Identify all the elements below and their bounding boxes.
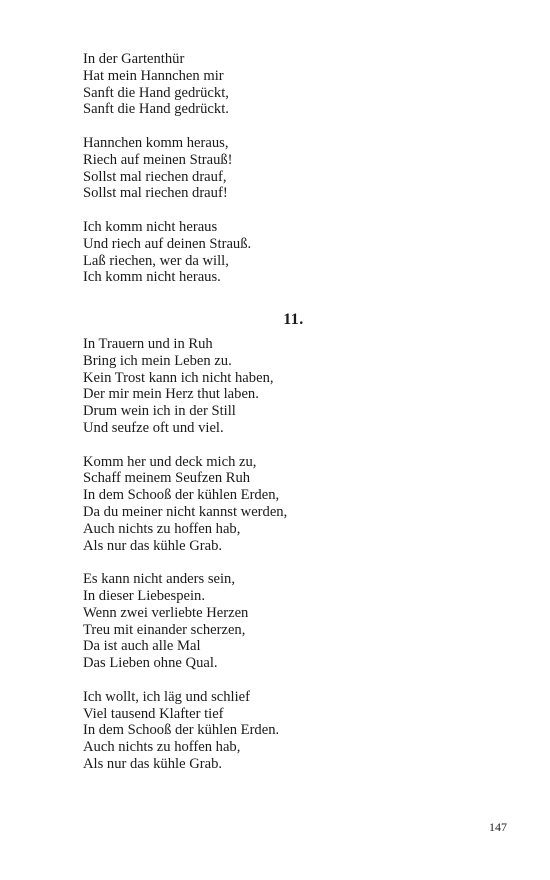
verse-line: Ich wollt, ich läg und schlief — [83, 688, 250, 705]
verse-line: Viel tausend Klafter tief — [83, 705, 224, 722]
verse-line: Da du meiner nicht kannst werden, — [83, 503, 288, 520]
stanza — [83, 135, 503, 202]
verse-line: Auch nichts zu hoffen hab, — [83, 520, 241, 537]
verse-line: Riech auf meinen Strauß! — [83, 151, 233, 168]
verse-line: Der mir mein Herz thut laben. — [83, 386, 259, 403]
verse-line: Hat mein Hannchen mir — [83, 67, 224, 84]
verse-line: Sollst mal riechen drauf, — [83, 168, 227, 185]
verse-line: In dem Schooß der kühlen Erden, — [83, 487, 280, 504]
stanza — [83, 689, 503, 773]
verse-line: Ich komm nicht heraus. — [83, 269, 221, 286]
stanza-gap — [83, 437, 503, 454]
verse-line: Laß riechen, wer da will, — [83, 252, 229, 269]
verse-line: Schaff meinem Seufzen Ruh — [83, 470, 251, 487]
verse-line: Das Lieben ohne Qual. — [83, 655, 218, 672]
stanza — [83, 454, 503, 555]
poem-11 — [83, 336, 503, 773]
verse-line: In der Gartenthür — [83, 51, 185, 67]
verse-line: Als nur das kühle Grab. — [83, 755, 223, 772]
verse-line: Ich komm nicht heraus — [83, 218, 218, 235]
verse-line: Drum wein ich in der Still — [83, 403, 236, 420]
section-number: 11. — [283, 311, 304, 328]
verse-line: Sanft die Hand gedrückt, — [83, 84, 229, 101]
stanza-gap — [83, 118, 503, 135]
verse-line: Sollst mal riechen drauf! — [83, 185, 228, 202]
poem-continued — [83, 51, 503, 286]
verse-line: Als nur das kühle Grab. — [83, 537, 223, 554]
stanza — [83, 336, 503, 437]
verse-line: Auch nichts zu hoffen hab, — [83, 739, 241, 756]
stanza — [83, 571, 503, 672]
verse-line: In dieser Liebespein. — [83, 587, 205, 604]
verse-line: In dem Schooß der kühlen Erden. — [83, 722, 280, 739]
stanza — [83, 219, 503, 286]
stanza-gap — [83, 554, 503, 571]
verse-line: Und seufze oft und viel. — [83, 419, 224, 436]
verse-line: Bring ich mein Leben zu. — [83, 352, 232, 369]
verse-line: Da ist auch alle Mal — [83, 638, 201, 655]
verse-line: Wenn zwei verliebte Herzen — [83, 604, 249, 621]
verse-line: Und riech auf deinen Strauß. — [83, 235, 252, 252]
verse-line: In Trauern und in Ruh — [83, 336, 213, 352]
page-number: 147 — [489, 820, 507, 834]
verse-line: Kein Trost kann ich nicht haben, — [83, 369, 274, 386]
verse-line: Komm her und deck mich zu, — [83, 453, 257, 470]
stanza — [83, 51, 503, 118]
stanza-gap — [83, 202, 503, 219]
verse-line: Treu mit einander scherzen, — [83, 621, 246, 638]
verse-line: Es kann nicht anders sein, — [83, 571, 235, 588]
verse-line: Hannchen komm heraus, — [83, 134, 229, 151]
stanza-gap — [83, 672, 503, 689]
verse-line: Sanft die Hand gedrückt. — [83, 101, 229, 118]
